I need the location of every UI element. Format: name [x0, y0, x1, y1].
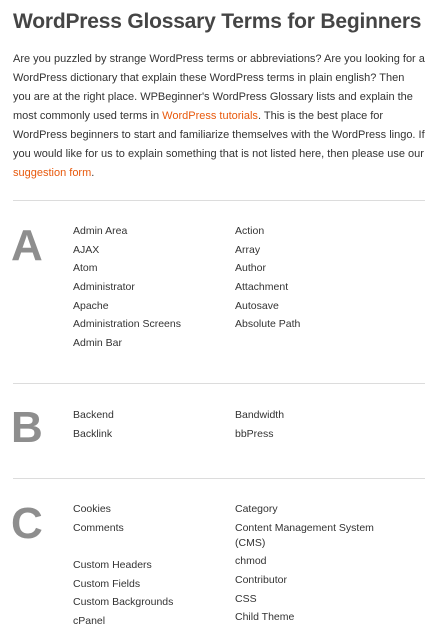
term-link[interactable]: Atom	[73, 262, 98, 275]
divider	[13, 200, 425, 201]
term-list-left	[73, 224, 223, 355]
intro-text-3: .	[91, 167, 95, 179]
term-link[interactable]: Child Theme	[235, 611, 295, 624]
term-link[interactable]: Absolute Path	[235, 318, 301, 331]
term-link[interactable]: Administration Screens	[73, 318, 181, 331]
term-link[interactable]: chmod	[235, 555, 267, 568]
term-list-right	[235, 502, 385, 629]
intro-paragraph	[13, 50, 425, 183]
section-letter: B	[11, 403, 43, 452]
term-link[interactable]: Apache	[73, 299, 109, 312]
term-link[interactable]: Content Management System (CMS)	[235, 521, 374, 549]
term-link[interactable]: Custom Fields	[73, 577, 141, 590]
term-link[interactable]: Author	[235, 262, 266, 275]
term-link[interactable]: Action	[235, 225, 265, 237]
term-link[interactable]: CSS	[235, 592, 257, 605]
term-list-right	[235, 224, 385, 336]
wordpress-tutorials-link[interactable]: WordPress tutorials	[162, 110, 258, 122]
divider	[13, 383, 425, 384]
term-link[interactable]: Array	[235, 243, 261, 256]
term-list-left	[73, 408, 223, 445]
term-list-right	[235, 408, 385, 445]
intro-text-2: . This is the best place for WordPress beginners to start and familiarize themselves with the WordPress lingo. If you would like for us to explain something that is not listed here, then please use our	[13, 110, 425, 160]
term-link[interactable]: Category	[235, 503, 278, 515]
term-link[interactable]: Administrator	[73, 281, 135, 294]
intro-text-1: Are you puzzled by strange WordPress terms or abbreviations? Are you looking for a WordPress dictionary that explain these WordPress terms in plain english? Then you are at the right place. WPBeginner's WordPress Glossary lists and explain the most commonly used terms in	[13, 53, 425, 122]
term-link[interactable]: Contributor	[235, 574, 287, 587]
term-link[interactable]: Admin Area	[73, 225, 128, 237]
term-link[interactable]: Bandwidth	[235, 409, 285, 421]
term-link[interactable]: Backend	[73, 409, 114, 421]
term-link[interactable]: Custom Backgrounds	[73, 596, 174, 609]
suggestion-form-link[interactable]: suggestion form	[13, 167, 92, 179]
divider	[13, 478, 425, 479]
section-letter: C	[11, 499, 43, 548]
term-link[interactable]: Comments	[73, 521, 124, 534]
term-link[interactable]: Attachment	[235, 281, 289, 294]
term-link[interactable]: AJAX	[73, 243, 100, 256]
term-spacer	[73, 539, 223, 554]
term-link[interactable]: Admin Bar	[73, 337, 123, 350]
term-link[interactable]: Autosave	[235, 299, 279, 312]
page-title: WordPress Glossary Terms for Beginners	[13, 10, 422, 33]
term-link[interactable]: Custom Headers	[73, 559, 152, 572]
term-link[interactable]: Backlink	[73, 427, 113, 440]
section-letter: A	[11, 221, 43, 270]
term-list-left	[73, 502, 223, 633]
term-link[interactable]: cPanel	[73, 615, 106, 628]
term-link[interactable]: Cookies	[73, 503, 111, 515]
term-link[interactable]: bbPress	[235, 427, 274, 440]
